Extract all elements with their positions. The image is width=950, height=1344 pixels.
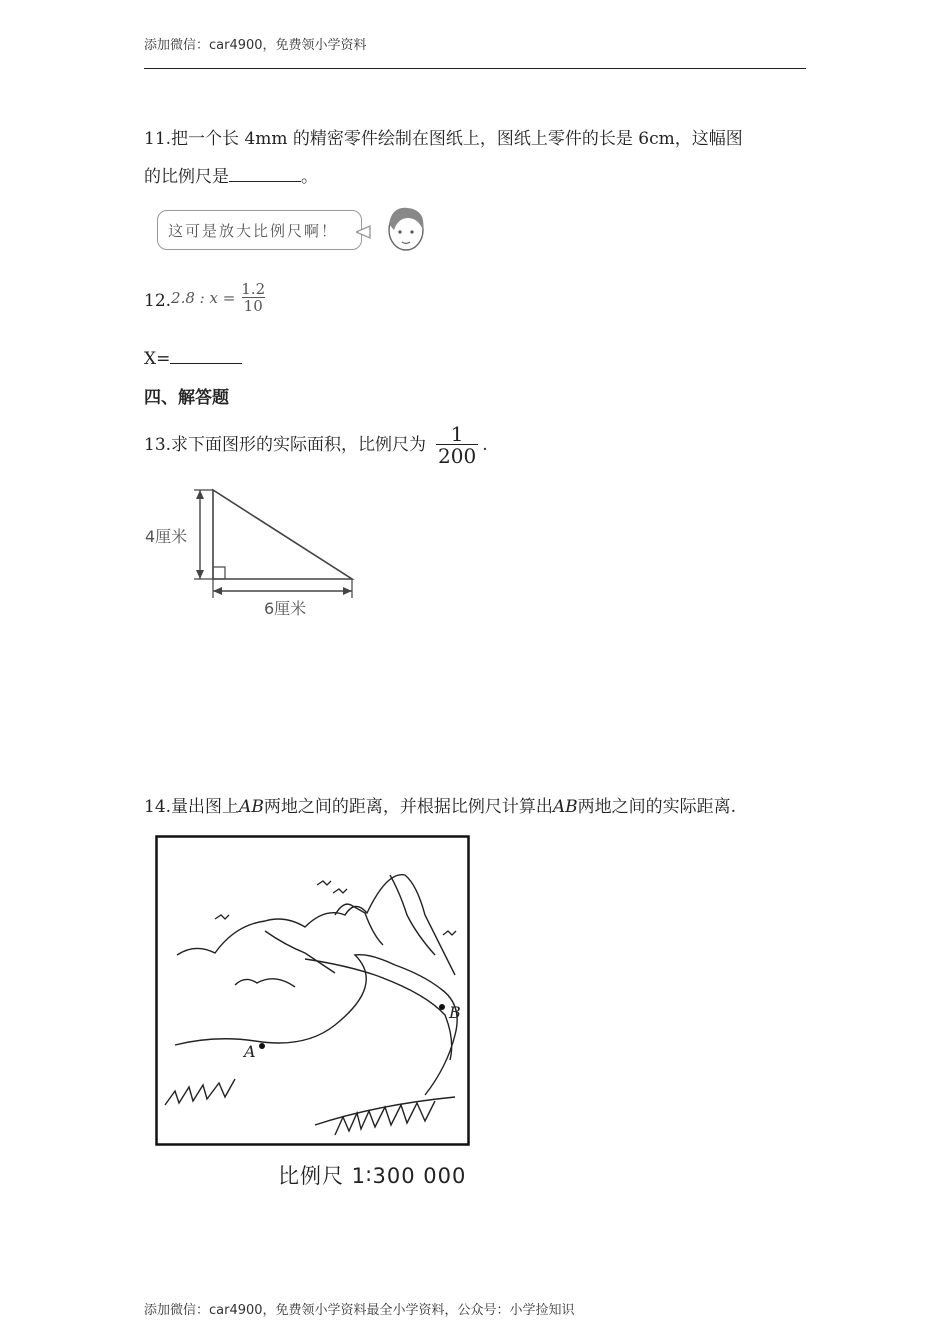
q11-line2 (144, 163, 318, 190)
girl-illustration (356, 200, 432, 258)
q11-answer-blank (229, 163, 301, 182)
q13-suffix: . (482, 435, 488, 455)
point-a-label: A (244, 1042, 256, 1061)
q14-ab-1: AB (239, 797, 264, 817)
q11-line2-suffix: 。 (301, 167, 318, 187)
q13-prompt: 13.求下面图形的实际面积，比例尺为 (144, 435, 427, 455)
q12-frac-den: 10 (243, 297, 263, 315)
q13-frac-den: 200 (438, 444, 477, 468)
height-label: 4厘米 (145, 527, 188, 546)
q12-answer-blank (170, 345, 242, 364)
q13-frac-num: 1 (450, 422, 464, 446)
q14-suffix: 两地之间的实际距离. (577, 797, 737, 817)
landscape-map (155, 835, 471, 1147)
map-frame (157, 837, 469, 1145)
page-header: 添加微信：car4900，免费领小学资料 (144, 38, 367, 53)
section-title: 四、解答题 (144, 388, 229, 408)
q12-fraction (239, 282, 267, 314)
page-footer: 添加微信：car4900，免费领小学资料最全小学资料，公众号：小学捡知识 (144, 1303, 575, 1318)
point-b-dot (439, 1004, 445, 1010)
point-a-dot (259, 1043, 265, 1049)
point-b-label: B (449, 1003, 461, 1022)
q14-prefix: 14.量出图上 (144, 797, 240, 817)
right-angle-mark (213, 567, 225, 579)
q14-mid: 两地之间的距离，并根据比例尺计算出 (263, 797, 553, 817)
base-arrow-left (213, 587, 222, 595)
q11-line2-prefix: 的比例尺是 (144, 167, 229, 187)
q12-frac-num: 1.2 (241, 280, 266, 298)
map-scale-caption: 比例尺 1∶300 000 (278, 1164, 467, 1188)
q14-text (144, 794, 736, 820)
bubble-tail (356, 226, 370, 238)
q13-fraction (436, 424, 478, 466)
triangle-shape (213, 490, 352, 579)
q12-number: 12. (144, 291, 172, 311)
q12-answer-prefix: X= (144, 349, 171, 369)
q12-equation (144, 282, 267, 314)
q12-answer (144, 345, 242, 372)
height-arrow-down (196, 570, 204, 579)
base-label: 6厘米 (264, 599, 307, 618)
girl-eye-left (398, 230, 401, 233)
q13-text (144, 424, 488, 466)
header-divider (144, 68, 806, 69)
speech-bubble: 这可是放大比例尺啊！ (157, 210, 362, 250)
triangle-diagram (140, 482, 365, 622)
height-arrow-up (196, 490, 204, 499)
q12-lhs: 2.8 : x = (171, 289, 236, 307)
girl-eye-right (410, 230, 413, 233)
q14-ab-2: AB (552, 797, 578, 817)
q11-line1: 11.把一个长 4mm 的精密零件绘制在图纸上，图纸上零件的长是 6cm，这幅图 (144, 129, 743, 149)
base-arrow-right (343, 587, 352, 595)
